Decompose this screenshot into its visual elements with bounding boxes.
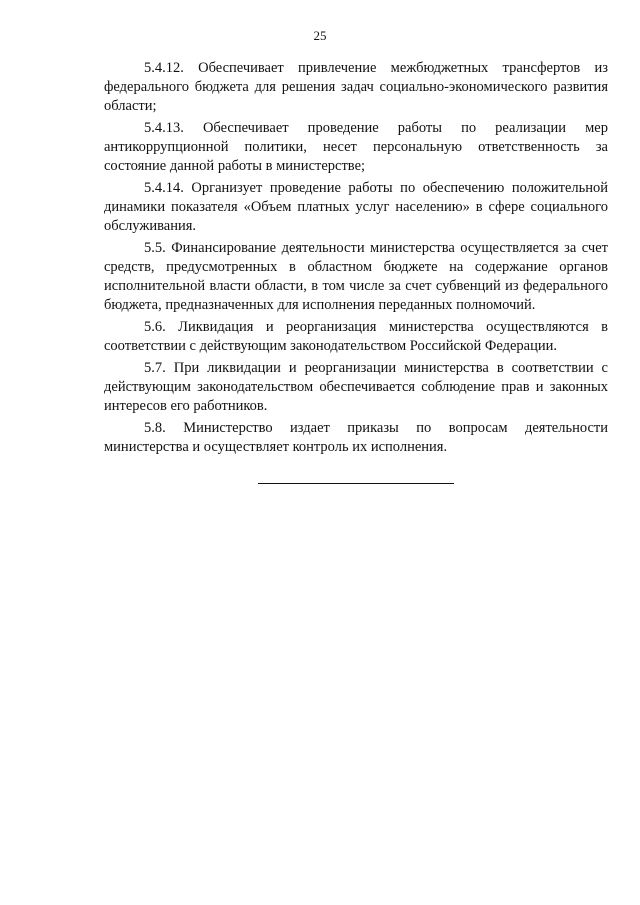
paragraph-5-5: 5.5. Финансирование деятельности министерства осуществляется за счет средств, предусмотренных в областном бюджете на содержание органов исполнительной власти области, в том числе за счет субвенций из федерального бюджета, предназначенных для исполнения переданных полномочий. bbox=[104, 240, 608, 313]
paragraph-5-4-12: 5.4.12. Обеспечивает привлечение межбюджетных трансфертов из федерального бюджета для решения задач социально-экономического развития области; bbox=[104, 60, 608, 114]
page-number: 25 bbox=[313, 28, 327, 43]
paragraph-5-8: 5.8. Министерство издает приказы по вопросам деятельности министерства и осуществляет контроль их исполнения. bbox=[104, 420, 608, 455]
paragraph-5-6: 5.6. Ликвидация и реорганизация министерства осуществляются в соответствии с действующим законодательством Российской Федерации. bbox=[104, 319, 608, 354]
paragraph-5-7: 5.7. При ликвидации и реорганизации министерства в соответствии с действующим законодательством обеспечивается соблюдение прав и законных интересов его работников. bbox=[104, 360, 608, 414]
end-of-document-rule bbox=[258, 483, 454, 484]
paragraph-5-4-14: 5.4.14. Организует проведение работы по обеспечению положительной динамики показателя «Объем платных услуг населению» в сфере социального обслуживания. bbox=[104, 180, 608, 234]
paragraph-5-4-13: 5.4.13. Обеспечивает проведение работы по реализации мер антикоррупционной политики, несет персональную ответственность за состояние данной работы в министерстве; bbox=[104, 120, 608, 174]
document-body bbox=[104, 59, 608, 460]
